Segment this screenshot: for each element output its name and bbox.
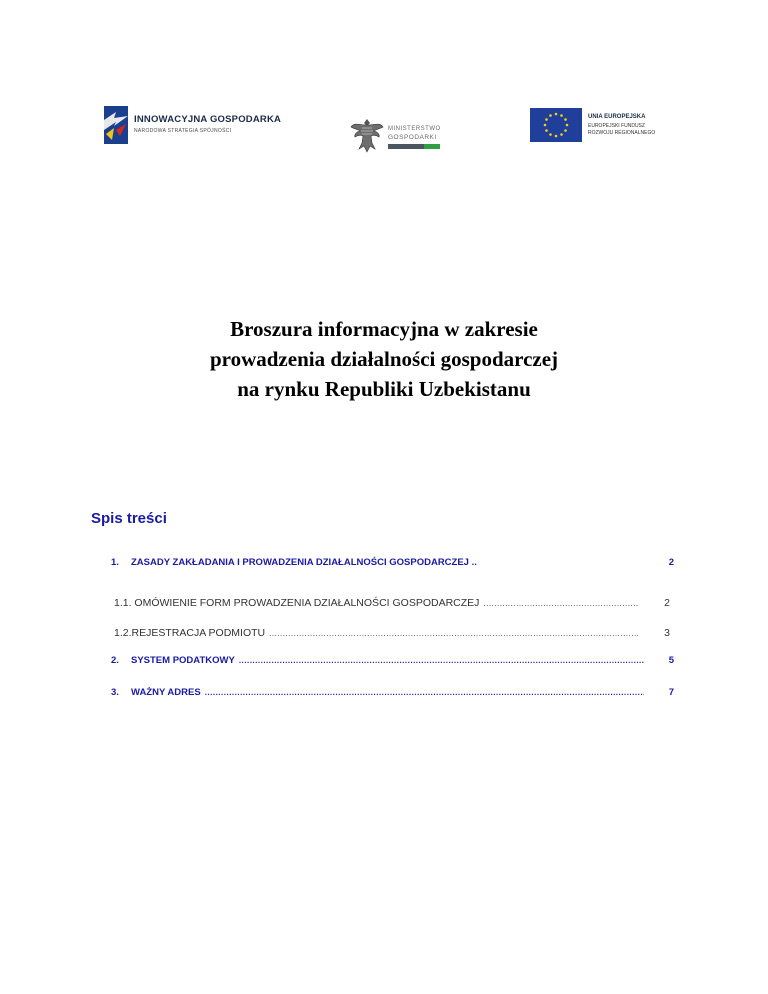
- unia-europejska-logo: [528, 106, 678, 146]
- toc-entry-3[interactable]: [111, 687, 674, 698]
- toc-entry-number: 2.: [111, 655, 119, 666]
- toc-entry-page: 7: [668, 687, 674, 698]
- toc-entry-label: ZASADY ZAKŁADANIA I PROWADZENIA DZIAŁALNOŚCI GOSPODARCZEJ ..: [131, 557, 477, 568]
- mg-line1: MINISTERSTWO: [388, 126, 441, 132]
- ig-subtitle: NARODOWA STRATEGIA SPÓJNOŚCI: [134, 128, 232, 134]
- toc-entry-2[interactable]: [111, 655, 674, 666]
- toc-entry-page: 2: [664, 597, 670, 609]
- toc-entry-number: 3.: [111, 687, 119, 698]
- toc-entry-page: 5: [668, 655, 674, 666]
- eu-flag-icon: [530, 108, 582, 142]
- ue-line1: UNIA EUROPEJSKA: [588, 114, 646, 120]
- title-line-3: na rynku Republiki Uzbekistanu: [237, 377, 531, 401]
- title-line-1: Broszura informacyjna w zakresie: [230, 317, 538, 341]
- toc-entry-1-1[interactable]: [114, 597, 670, 609]
- logo-bar: [0, 100, 768, 160]
- ig-flag-icon: [104, 106, 128, 144]
- toc-entry-number: 1.: [111, 557, 119, 568]
- ministerstwo-gospodarki-logo: [350, 116, 450, 156]
- toc-entry-page: 2: [668, 557, 674, 568]
- ig-title: INNOWACYJNA GOSPODARKA: [134, 114, 282, 125]
- mg-bar: [388, 144, 440, 149]
- innowacyjna-gospodarka-logo: [104, 106, 294, 146]
- toc-leader-dots: [483, 599, 638, 608]
- toc-leader-dots: [205, 688, 644, 697]
- toc-entry-1[interactable]: [111, 557, 674, 568]
- toc-heading: Spis treści: [91, 510, 167, 527]
- toc-entry-page: 3: [664, 627, 670, 639]
- toc-entry-label: WAŻNY ADRES: [131, 687, 201, 698]
- title-line-2: prowadzenia działalności gospodarczej: [209, 347, 559, 371]
- toc-entry-label: SYSTEM PODATKOWY: [131, 655, 235, 666]
- ue-line3: ROZWOJU REGIONALNEGO: [588, 130, 656, 136]
- mg-line2: GOSPODARKI: [388, 134, 437, 141]
- eagle-icon: [350, 116, 384, 154]
- document-title: [0, 314, 768, 404]
- toc-entry-1-2[interactable]: [114, 627, 670, 639]
- ue-line2: EUROPEJSKI FUNDUSZ: [588, 123, 645, 129]
- toc-entry-label: 1.2.REJESTRACJA PODMIOTU: [114, 627, 266, 639]
- toc-entry-label: 1.1. OMÓWIENIE FORM PROWADZENIA DZIAŁALNOŚCI GOSPODARCZEJ: [114, 597, 480, 609]
- toc-leader-dots: [269, 629, 638, 638]
- toc-leader-dots: [239, 656, 644, 665]
